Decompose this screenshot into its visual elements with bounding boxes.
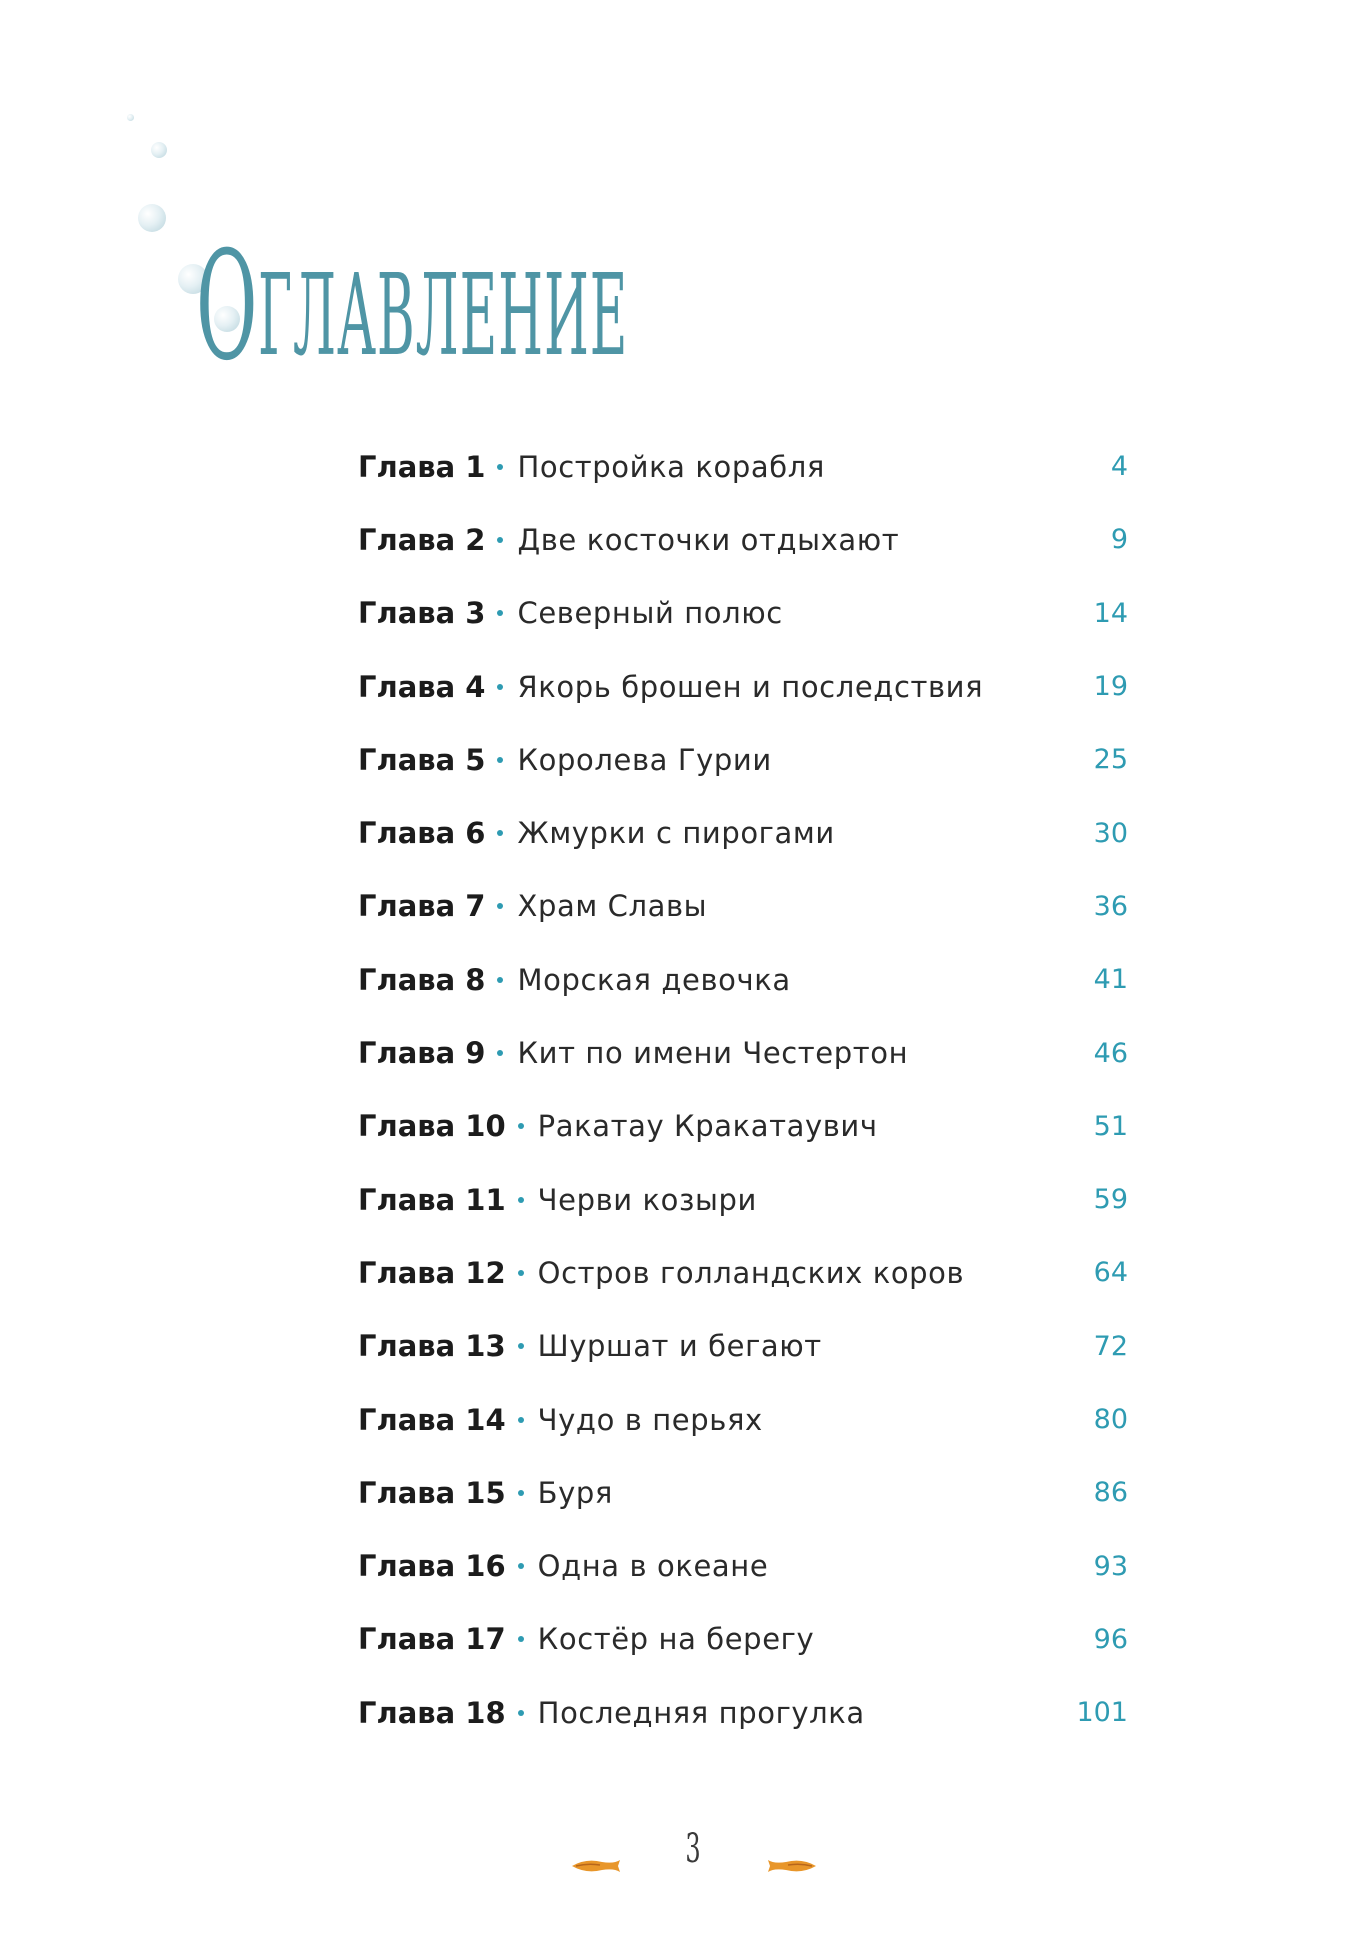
bubble-icon <box>151 142 167 158</box>
toc-entry[interactable] <box>358 796 1128 869</box>
separator-dot-icon <box>518 1197 524 1203</box>
page-number: 3 <box>685 1826 701 1872</box>
chapter-page-number: 19 <box>1093 671 1128 703</box>
chapter-page-number: 41 <box>1093 964 1128 996</box>
separator-dot-icon <box>497 464 503 470</box>
bubble-icon <box>138 204 166 232</box>
chapter-page-number: 96 <box>1093 1623 1128 1655</box>
toc-entry[interactable] <box>358 870 1128 943</box>
chapter-label: Глава 18 <box>358 1695 506 1730</box>
toc-entry[interactable] <box>358 503 1128 576</box>
chapter-title: Шуршат и бегают <box>537 1329 822 1364</box>
chapter-page-number: 72 <box>1093 1330 1128 1362</box>
chapter-title: Последняя прогулка <box>537 1695 865 1730</box>
chapter-label: Глава 15 <box>358 1475 506 1510</box>
separator-dot-icon <box>518 1343 524 1349</box>
toc-entry[interactable] <box>358 1163 1128 1236</box>
separator-dot-icon <box>497 903 503 909</box>
chapter-page-number: 51 <box>1093 1110 1128 1142</box>
chapter-title: Остров голландских коров <box>537 1255 965 1290</box>
chapter-label: Глава 6 <box>358 816 486 851</box>
chapter-label: Глава 7 <box>358 889 486 924</box>
chapter-label: Глава 11 <box>358 1182 506 1217</box>
chapter-title: Одна в океане <box>537 1549 769 1584</box>
chapter-label: Глава 10 <box>358 1109 506 1144</box>
toc-entry[interactable] <box>358 650 1128 723</box>
chapter-label: Глава 3 <box>358 596 486 631</box>
separator-dot-icon <box>497 1050 503 1056</box>
toc-entry[interactable] <box>358 1383 1128 1456</box>
chapter-label: Глава 12 <box>358 1255 506 1290</box>
toc-entry[interactable] <box>358 1236 1128 1309</box>
chapter-page-number: 59 <box>1093 1184 1128 1216</box>
chapter-title: Королева Гурии <box>517 742 772 777</box>
toc-entry[interactable] <box>358 1529 1128 1602</box>
goldfish-icon <box>568 1856 628 1876</box>
chapter-page-number: 46 <box>1093 1037 1128 1069</box>
toc-entry[interactable] <box>358 1016 1128 1089</box>
chapter-label: Глава 1 <box>358 449 486 484</box>
chapter-label: Глава 17 <box>358 1622 506 1657</box>
chapter-title: Морская девочка <box>517 962 791 997</box>
separator-dot-icon <box>518 1123 524 1129</box>
toc-entry[interactable] <box>358 1456 1128 1529</box>
separator-dot-icon <box>518 1563 524 1569</box>
chapter-title: Черви козыри <box>537 1182 757 1217</box>
goldfish-icon <box>760 1856 820 1876</box>
chapter-page-number: 4 <box>1110 451 1128 483</box>
chapter-title: Постройка корабля <box>517 449 825 484</box>
toc-entry[interactable] <box>358 943 1128 1016</box>
chapter-page-number: 30 <box>1093 817 1128 849</box>
title-initial: О <box>196 220 258 394</box>
separator-dot-icon <box>497 610 503 616</box>
chapter-page-number: 64 <box>1093 1257 1128 1289</box>
chapter-page-number: 80 <box>1093 1404 1128 1435</box>
bubble-icon <box>127 114 134 121</box>
toc-entry[interactable] <box>358 723 1128 796</box>
page-footer <box>560 1826 830 1886</box>
chapter-page-number: 93 <box>1093 1550 1128 1582</box>
toc-entry[interactable] <box>358 1676 1128 1749</box>
separator-dot-icon <box>497 537 503 543</box>
chapter-page-number: 36 <box>1093 890 1128 922</box>
separator-dot-icon <box>518 1270 524 1276</box>
chapter-label: Глава 4 <box>358 669 486 704</box>
chapter-label: Глава 8 <box>358 962 486 997</box>
chapter-title: Две косточки отдыхают <box>517 522 900 557</box>
chapter-page-number: 14 <box>1093 597 1128 629</box>
chapter-label: Глава 16 <box>358 1549 506 1584</box>
separator-dot-icon <box>518 1417 524 1423</box>
separator-dot-icon <box>497 977 503 983</box>
separator-dot-icon <box>497 684 503 690</box>
chapter-page-number: 101 <box>1076 1697 1128 1729</box>
separator-dot-icon <box>497 830 503 836</box>
chapter-title: Северный полюс <box>517 596 783 631</box>
chapter-title: Буря <box>537 1475 613 1510</box>
separator-dot-icon <box>518 1490 524 1496</box>
chapter-page-number: 86 <box>1093 1477 1128 1509</box>
chapter-label: Глава 13 <box>358 1329 506 1364</box>
chapter-label: Глава 2 <box>358 522 486 557</box>
toc-entry[interactable] <box>358 577 1128 650</box>
chapter-title: Чудо в перьях <box>537 1402 763 1437</box>
chapter-title: Костёр на берегу <box>537 1622 815 1657</box>
chapter-label: Глава 9 <box>358 1036 486 1071</box>
chapter-label: Глава 14 <box>358 1402 506 1437</box>
chapter-title: Храм Славы <box>517 889 708 924</box>
chapter-label: Глава 5 <box>358 742 486 777</box>
chapter-title: Жмурки с пирогами <box>517 816 835 851</box>
table-of-contents <box>358 430 1128 1749</box>
chapter-page-number: 25 <box>1093 744 1128 776</box>
toc-entry[interactable] <box>358 1603 1128 1676</box>
chapter-page-number: 9 <box>1110 524 1128 556</box>
separator-dot-icon <box>518 1636 524 1642</box>
toc-entry[interactable] <box>358 1090 1128 1163</box>
toc-entry[interactable] <box>358 1310 1128 1383</box>
chapter-title: Ракатау Кракатаувич <box>537 1109 878 1144</box>
page-title <box>196 220 896 394</box>
title-text: ГЛАВЛЕНИЕ <box>258 251 629 381</box>
chapter-title: Якорь брошен и последствия <box>517 669 984 704</box>
separator-dot-icon <box>518 1710 524 1716</box>
separator-dot-icon <box>497 757 503 763</box>
toc-entry[interactable] <box>358 430 1128 503</box>
chapter-title: Кит по имени Честертон <box>517 1036 909 1071</box>
